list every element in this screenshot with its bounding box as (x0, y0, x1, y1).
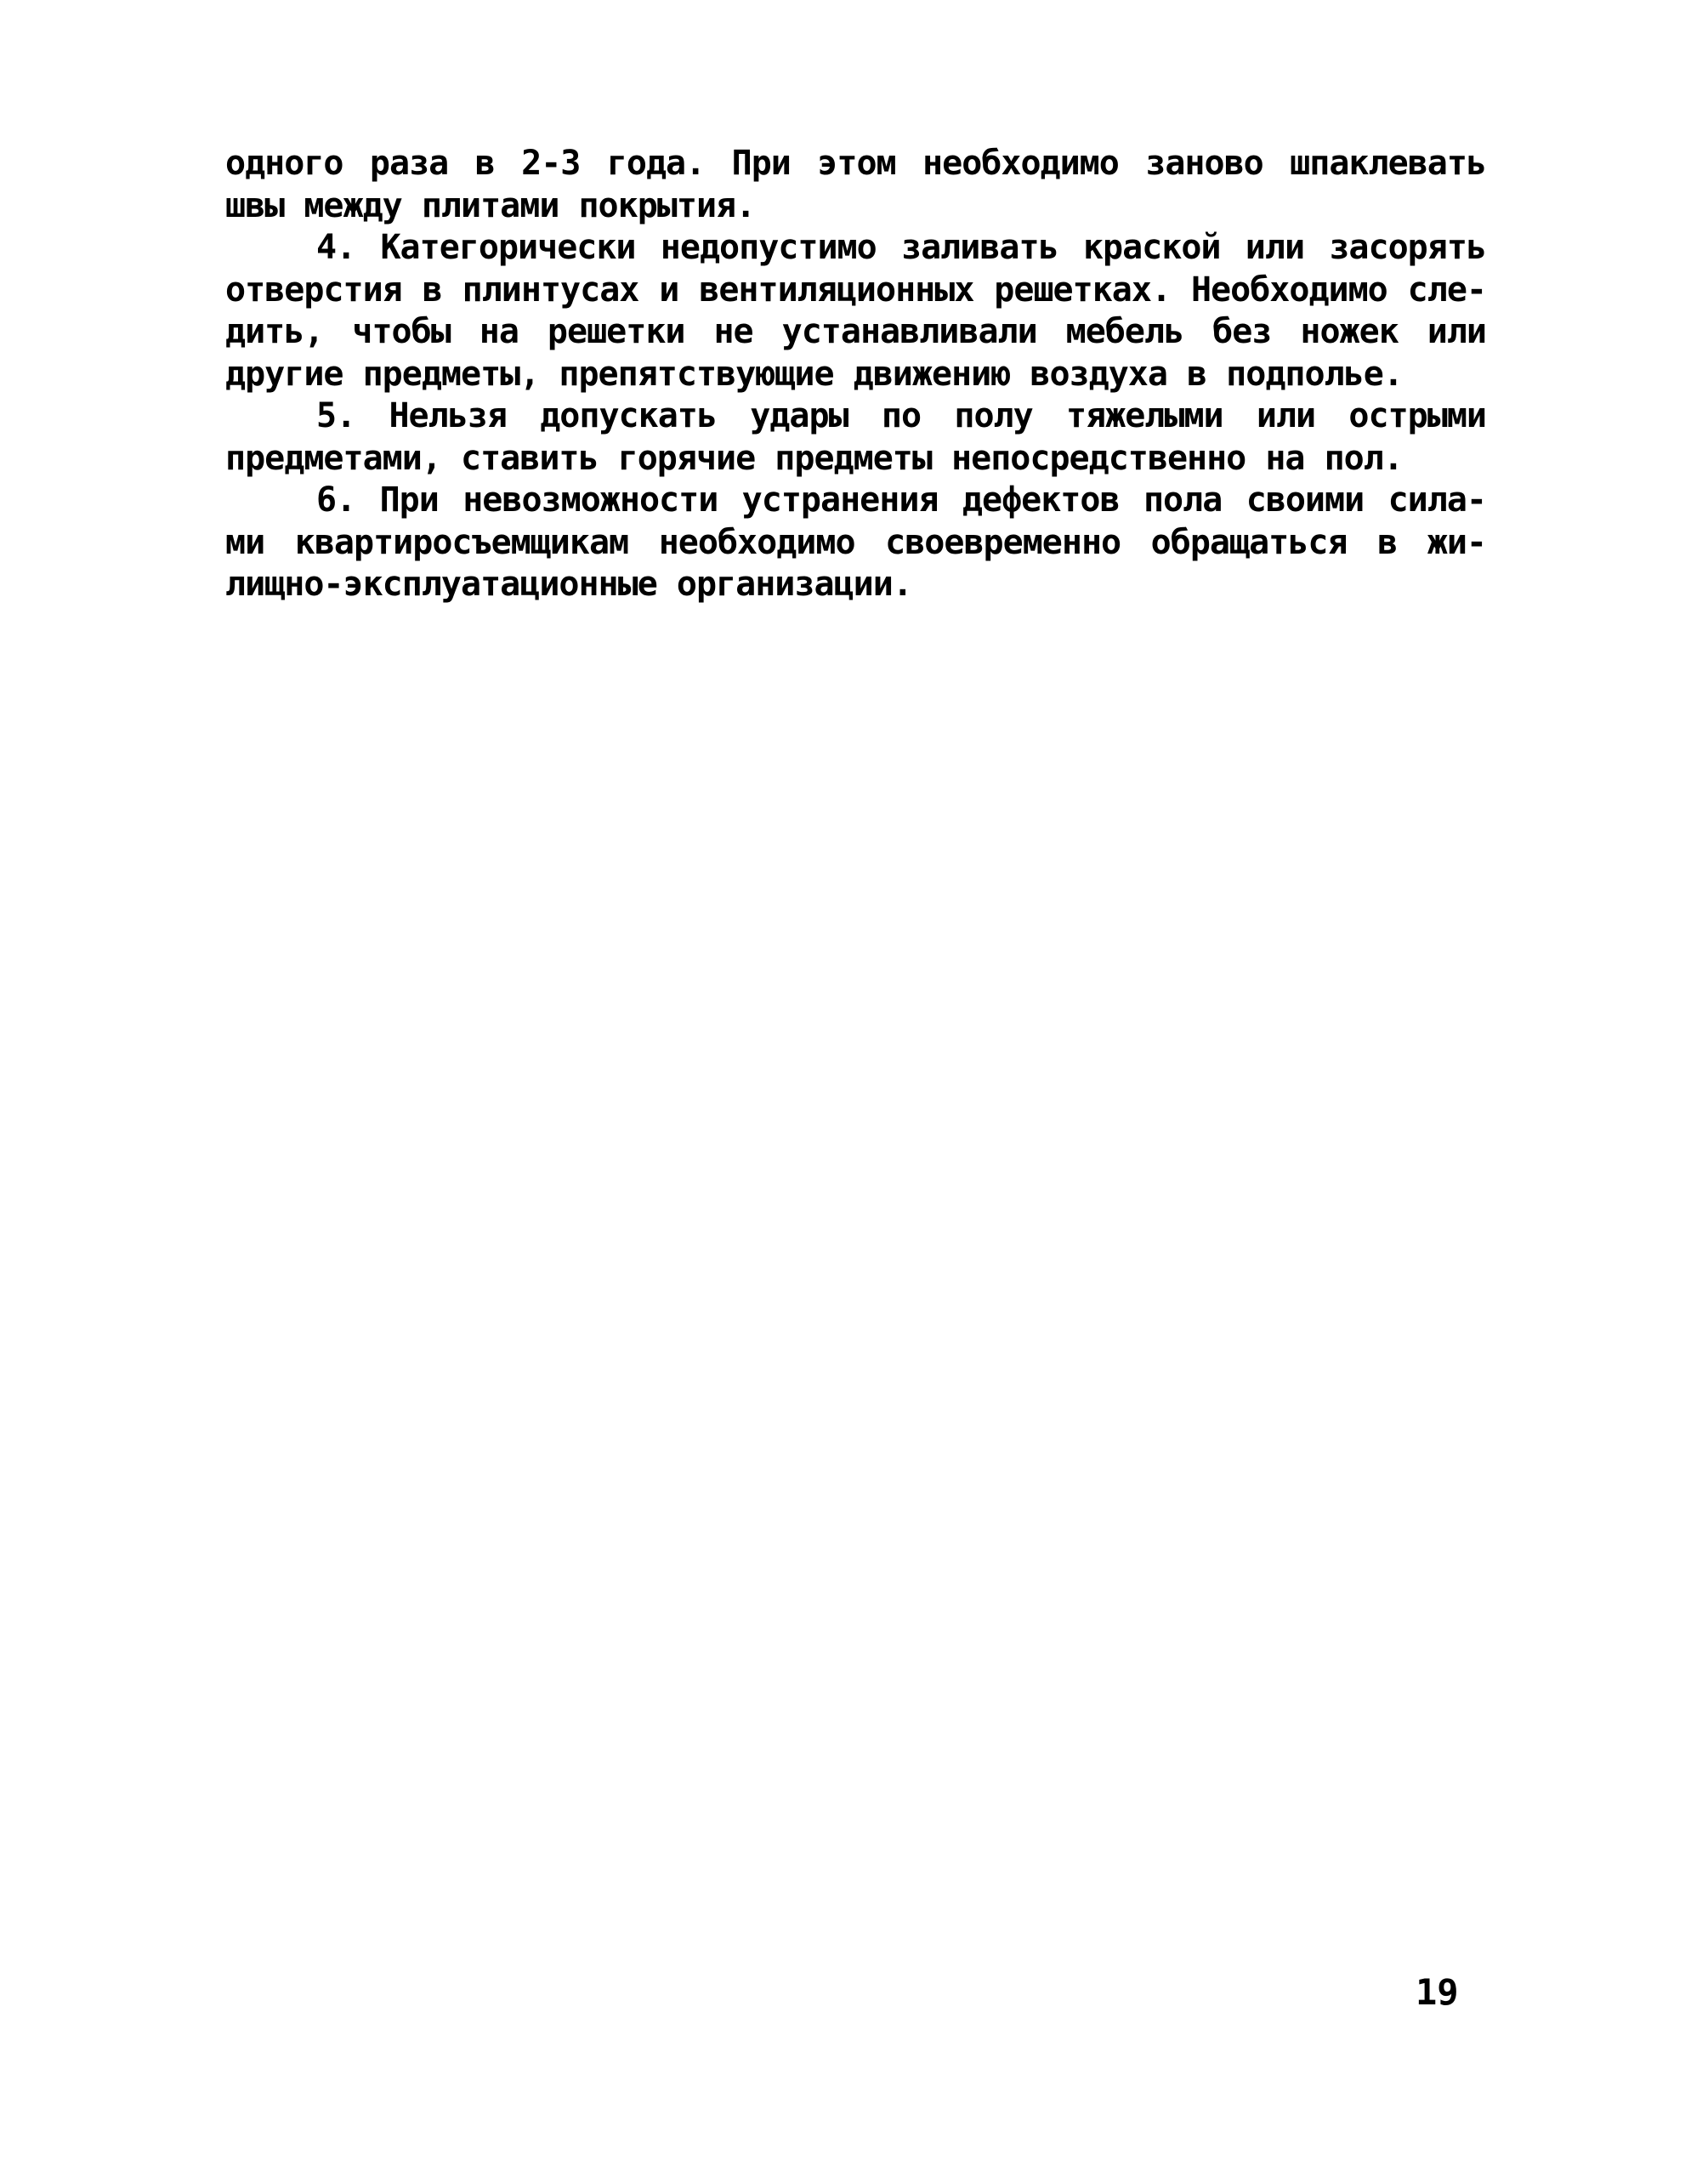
paragraph-5-start: 5. Нельзя допускать удары по полу тяжелыми или острыми (316, 396, 1486, 435)
text-line: одного раза в 2-3 года. При этом необходимо заново шпаклевать (225, 144, 1486, 183)
text-line: предметами, ставить горячие предметы непосредственно на пол. (225, 438, 1403, 478)
text-line: дить, чтобы на решетки не устанавливали мебель без ножек или (225, 312, 1486, 351)
paragraph-6-start: 6. При невозможности устранения дефектов пола своими сила- (316, 480, 1486, 520)
paragraph-4-start: 4. Категорически недопустимо заливать краской или засорять (316, 228, 1486, 267)
text-line: отверстия в плинтусах и вентиляционных решетках. Необходимо сле- (225, 270, 1486, 310)
page-number: 19 (1416, 1971, 1459, 2013)
text-line: лищно-эксплуатационные организации. (225, 565, 912, 604)
text-line: швы между плитами покрытия. (225, 185, 756, 225)
text-line: ми квартиросъемщикам необходимо своевременно обращаться в жи- (225, 522, 1486, 562)
text-line: другие предметы, препятствующие движению воздуха в подполье. (225, 354, 1403, 394)
body-text (225, 143, 1486, 606)
